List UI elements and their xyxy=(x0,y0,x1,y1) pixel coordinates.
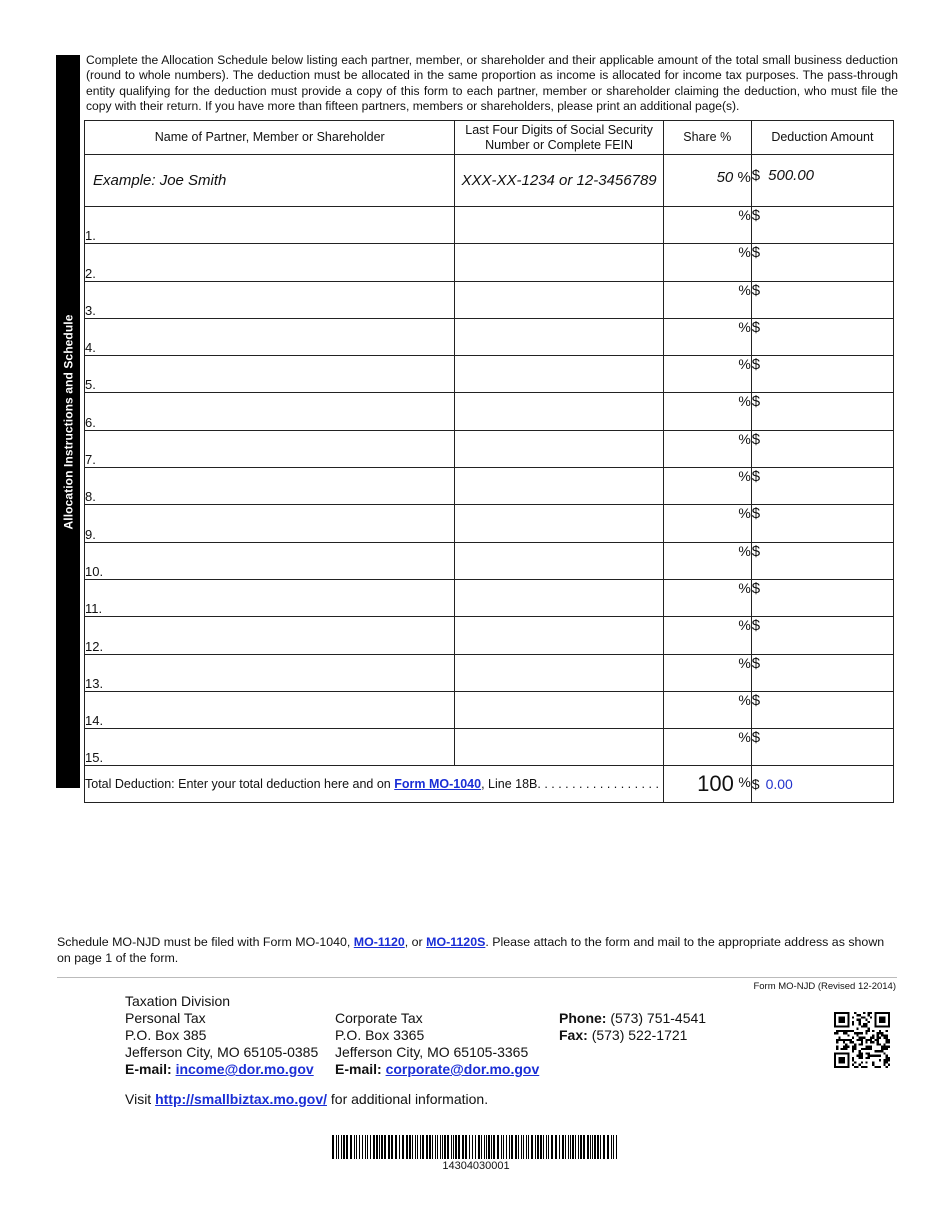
table-row xyxy=(85,468,894,505)
dollar-sign: $ xyxy=(751,776,760,793)
row-share-cell[interactable] xyxy=(663,691,751,728)
table-row xyxy=(85,617,894,654)
row-share-cell[interactable] xyxy=(663,393,751,430)
percent-sign: % xyxy=(738,579,751,596)
row-name-cell[interactable] xyxy=(85,468,455,505)
header-ssn-line1: Last Four Digits of Social Security xyxy=(465,122,653,137)
header-ssn xyxy=(455,121,663,155)
row-ssn-cell[interactable] xyxy=(455,356,663,393)
example-share-value: 50 xyxy=(716,169,734,186)
fax-number: (573) 522-1721 xyxy=(591,1027,688,1043)
row-name-cell[interactable] xyxy=(85,505,455,542)
row-ssn-cell[interactable] xyxy=(455,281,663,318)
row-name-cell[interactable] xyxy=(85,281,455,318)
section-sidebar xyxy=(56,55,80,788)
percent-sign: % xyxy=(738,617,751,634)
example-amount xyxy=(751,155,893,207)
example-share xyxy=(663,155,751,207)
header-name: Name of Partner, Member or Shareholder xyxy=(85,121,455,155)
total-amount[interactable] xyxy=(751,766,893,803)
dollar-sign: $ xyxy=(751,207,761,224)
row-share-cell[interactable] xyxy=(663,654,751,691)
total-share-value: 100 xyxy=(697,771,734,797)
row-amount-cell[interactable] xyxy=(751,281,893,318)
row-amount-cell[interactable] xyxy=(751,617,893,654)
row-ssn-cell[interactable] xyxy=(455,318,663,355)
personal-city: Jefferson City, MO 65105-0385 xyxy=(125,1044,319,1060)
row-name-cell[interactable] xyxy=(85,729,455,766)
dollar-sign: $ xyxy=(751,393,761,411)
phone-number: (573) 751-4541 xyxy=(610,1010,707,1026)
table-row xyxy=(85,542,894,579)
row-name-cell[interactable] xyxy=(85,393,455,430)
percent-sign: % xyxy=(738,393,751,410)
sidebar-label: Allocation Instructions and Schedule xyxy=(61,314,75,529)
dollar-sign: $ xyxy=(751,542,761,560)
row-share-cell[interactable] xyxy=(663,356,751,393)
row-name-cell[interactable] xyxy=(85,244,455,281)
email-label: E-mail: xyxy=(335,1061,382,1077)
row-number: 7. xyxy=(85,452,96,468)
fax-label: Fax: xyxy=(559,1027,588,1043)
row-ssn-cell[interactable] xyxy=(455,430,663,467)
personal-email-line xyxy=(125,1061,318,1078)
row-amount-cell[interactable] xyxy=(751,430,893,467)
row-amount-cell[interactable] xyxy=(751,207,893,244)
table-row xyxy=(85,244,894,281)
row-name-cell[interactable] xyxy=(85,318,455,355)
row-amount-cell[interactable] xyxy=(751,654,893,691)
corporate-city: Jefferson City, MO 65105-3365 xyxy=(335,1044,529,1060)
percent-sign: % xyxy=(738,430,751,447)
row-name-cell[interactable] xyxy=(85,654,455,691)
divider xyxy=(57,977,897,978)
row-share-cell[interactable] xyxy=(663,579,751,616)
corporate-email-link[interactable]: corporate@dor.mo.gov xyxy=(385,1061,540,1077)
percent-sign: % xyxy=(738,281,751,298)
visit-text: Visit xyxy=(125,1091,156,1107)
row-ssn-cell[interactable] xyxy=(455,468,663,505)
row-number: 14. xyxy=(85,713,104,729)
smallbiztax-link[interactable]: http://smallbiztax.mo.gov/ xyxy=(155,1091,327,1107)
row-number: 2. xyxy=(85,265,96,281)
table-header-row xyxy=(85,121,894,155)
row-share-cell[interactable] xyxy=(663,430,751,467)
row-ssn-cell[interactable] xyxy=(455,505,663,542)
row-share-cell[interactable] xyxy=(663,281,751,318)
phone-label: Phone: xyxy=(559,1010,607,1026)
row-amount-cell[interactable] xyxy=(751,393,893,430)
dollar-sign: $ xyxy=(751,691,761,709)
percent-sign: % xyxy=(737,169,751,186)
mo-1120s-link[interactable]: MO-1120S xyxy=(426,935,486,949)
personal-email-link[interactable]: income@dor.mo.gov xyxy=(175,1061,314,1077)
row-amount-cell[interactable] xyxy=(751,318,893,355)
row-amount-cell[interactable] xyxy=(751,468,893,505)
allocation-schedule-table xyxy=(84,120,894,803)
corporate-box: P.O. Box 3365 xyxy=(335,1027,425,1043)
percent-sign: % xyxy=(738,356,751,373)
table-row xyxy=(85,579,894,616)
row-ssn-cell[interactable] xyxy=(455,617,663,654)
row-ssn-cell[interactable] xyxy=(455,579,663,616)
barcode-number: 14304030001 xyxy=(442,1160,510,1172)
row-share-cell[interactable] xyxy=(663,207,751,244)
row-amount-cell[interactable] xyxy=(751,542,893,579)
row-amount-cell[interactable] xyxy=(751,356,893,393)
mo-1120-link[interactable]: MO-1120 xyxy=(353,935,405,949)
row-number: 1. xyxy=(85,228,96,244)
corporate-email-line xyxy=(335,1061,539,1078)
row-ssn-cell[interactable] xyxy=(455,244,663,281)
filing-note-text: . Please attach to the form and mail to the appropriate address as shown on page 1 of the form. xyxy=(57,935,885,965)
qr-code xyxy=(834,1012,890,1068)
percent-sign: % xyxy=(738,505,751,522)
email-label: E-mail: xyxy=(125,1061,172,1077)
dollar-sign: $ xyxy=(751,505,761,523)
row-number: 9. xyxy=(85,526,96,542)
row-amount-cell[interactable] xyxy=(751,244,893,281)
dollar-sign: $ xyxy=(751,654,761,672)
fax-line xyxy=(559,1027,706,1044)
visit-text: for additional information. xyxy=(327,1091,489,1107)
example-name: Example: Joe Smith xyxy=(85,155,455,207)
form-id: Form MO-NJD (Revised 12-2014) xyxy=(753,981,896,992)
row-name-cell[interactable] xyxy=(85,430,455,467)
row-share-cell[interactable] xyxy=(663,617,751,654)
percent-sign: % xyxy=(738,244,751,261)
dollar-sign: $ xyxy=(751,617,761,635)
row-amount-cell[interactable] xyxy=(751,691,893,728)
personal-box: P.O. Box 385 xyxy=(125,1027,207,1043)
row-name-cell[interactable] xyxy=(85,691,455,728)
dollar-sign: $ xyxy=(751,281,761,299)
dollar-sign: $ xyxy=(751,430,761,448)
example-ssn: XXX-XX-1234 or 12-3456789 xyxy=(455,155,663,207)
row-ssn-cell[interactable] xyxy=(455,654,663,691)
dollar-sign: $ xyxy=(751,167,761,184)
percent-sign: % xyxy=(738,207,751,223)
filing-note xyxy=(57,934,897,966)
row-amount-cell[interactable] xyxy=(751,505,893,542)
table-row xyxy=(85,505,894,542)
percent-sign: % xyxy=(738,542,751,559)
row-amount-cell[interactable] xyxy=(751,729,893,766)
example-row xyxy=(85,155,894,207)
total-amount-value: 0.00 xyxy=(765,776,793,793)
form-mo-1040-link[interactable]: Form MO-1040 xyxy=(394,777,482,792)
row-name-cell[interactable] xyxy=(85,356,455,393)
percent-sign: % xyxy=(738,774,751,791)
row-number: 11. xyxy=(85,601,103,617)
row-share-cell[interactable] xyxy=(663,729,751,766)
row-name-cell[interactable] xyxy=(85,542,455,579)
dollar-sign: $ xyxy=(751,579,761,597)
table-row xyxy=(85,691,894,728)
row-number: 8. xyxy=(85,489,96,505)
visit-line xyxy=(125,1091,488,1107)
row-number: 13. xyxy=(85,675,104,691)
percent-sign: % xyxy=(738,729,751,746)
table-row xyxy=(85,729,894,766)
table-row xyxy=(85,393,894,430)
dollar-sign: $ xyxy=(751,356,761,374)
table-row xyxy=(85,356,894,393)
row-name-cell[interactable] xyxy=(85,579,455,616)
row-ssn-cell[interactable] xyxy=(455,542,663,579)
total-share xyxy=(663,766,751,803)
percent-sign: % xyxy=(738,318,751,335)
dollar-sign: $ xyxy=(751,729,761,747)
row-amount-cell[interactable] xyxy=(751,579,893,616)
personal-tax-address xyxy=(125,993,318,1078)
corporate-title: Corporate Tax xyxy=(335,1010,423,1026)
header-ssn-line2: Number or Complete FEIN xyxy=(485,137,634,152)
header-amount: Deduction Amount xyxy=(751,121,893,155)
table-row xyxy=(85,654,894,691)
row-number: 6. xyxy=(85,414,96,430)
corporate-tax-address xyxy=(335,1010,539,1078)
header-share: Share % xyxy=(663,121,751,155)
row-ssn-cell[interactable] xyxy=(455,207,663,244)
total-label-text: Total Deduction: Enter your total deduction here and on xyxy=(85,777,395,792)
row-name-cell[interactable] xyxy=(85,207,455,244)
row-share-cell[interactable] xyxy=(663,318,751,355)
table-row xyxy=(85,318,894,355)
row-number: 10. xyxy=(85,563,104,579)
instructions-text: Complete the Allocation Schedule below listing each partner, member, or shareholder and their applicable amount of the total small business deduction (round to whole numbers). The deduction must be allocated in the same proportion as income is allocated for income tax purposes. The pass-through entity qualifying for the deduction must provide a copy of this form to each partner, member or shareholder claiming the deduction, who must file the copy with their return. If you have more than fifteen partners, members or shareholders, please print an additional page(s). xyxy=(86,53,898,113)
dollar-sign: $ xyxy=(751,468,761,486)
phone-line xyxy=(559,1010,706,1027)
row-ssn-cell[interactable] xyxy=(455,691,663,728)
row-share-cell[interactable] xyxy=(663,244,751,281)
example-amount-value: 500.00 xyxy=(768,167,815,184)
row-share-cell[interactable] xyxy=(663,505,751,542)
division-title: Taxation Division xyxy=(125,993,231,1009)
table-row xyxy=(85,207,894,244)
filing-note-text: , or xyxy=(404,935,427,949)
row-ssn-cell[interactable] xyxy=(455,393,663,430)
percent-sign: % xyxy=(738,468,751,485)
row-number: 15. xyxy=(85,750,104,766)
contact-numbers xyxy=(559,1010,706,1044)
row-number: 3. xyxy=(85,302,96,318)
personal-title: Personal Tax xyxy=(125,1010,206,1026)
row-number: 12. xyxy=(85,638,104,654)
row-ssn-cell[interactable] xyxy=(455,729,663,766)
table-row xyxy=(85,281,894,318)
row-share-cell[interactable] xyxy=(663,542,751,579)
percent-sign: % xyxy=(738,654,751,671)
dollar-sign: $ xyxy=(751,244,761,262)
table-row xyxy=(85,430,894,467)
percent-sign: % xyxy=(738,691,751,708)
row-number: 5. xyxy=(85,377,96,393)
total-label-line: , Line 18B. . . . . . . . . . . . . . . . . . xyxy=(481,777,659,792)
row-number: 4. xyxy=(85,340,96,356)
barcode xyxy=(332,1135,620,1159)
row-share-cell[interactable] xyxy=(663,468,751,505)
dollar-sign: $ xyxy=(751,318,761,336)
row-name-cell[interactable] xyxy=(85,617,455,654)
total-label xyxy=(85,766,664,803)
filing-note-text: Schedule MO-NJD must be filed with Form MO-1040, xyxy=(57,935,354,949)
total-row xyxy=(85,766,894,803)
